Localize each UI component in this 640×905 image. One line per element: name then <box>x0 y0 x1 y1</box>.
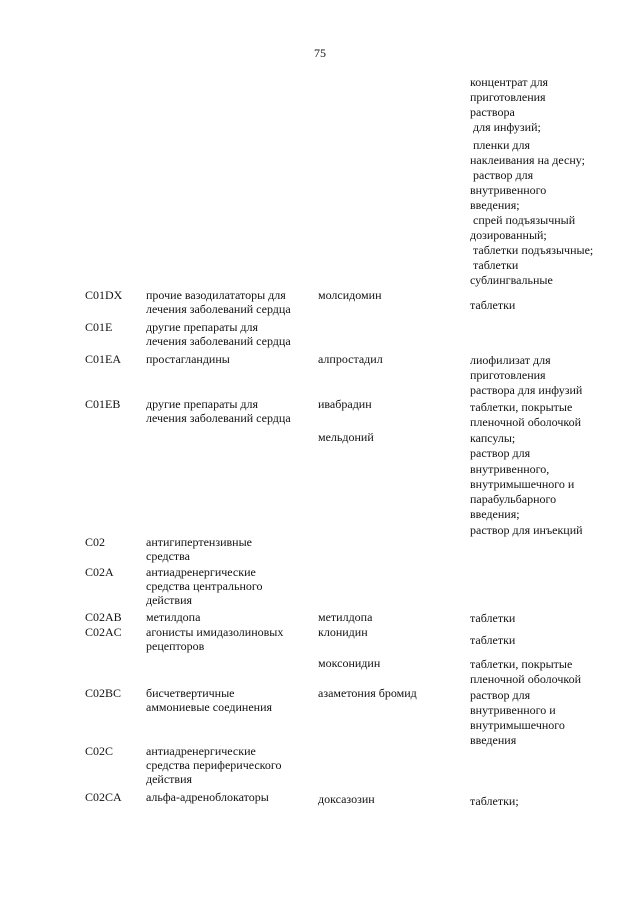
atc-code: C01DX <box>85 288 123 302</box>
dosage-form: таблетки; <box>470 794 519 808</box>
dosage-form: таблетки, покрытые пленочной оболочкой <box>470 657 582 686</box>
drug-name: азаметония бромид <box>318 686 417 700</box>
continuation-form-line: раствор для <box>470 168 534 182</box>
continuation-form-line: дозированный; <box>470 228 547 242</box>
atc-code: C02A <box>85 565 114 579</box>
pharmacological-group: прочие вазодилататоры для лечения заболеваний сердца <box>146 288 291 316</box>
atc-code: C02C <box>85 744 114 758</box>
drug-name: ивабрадин <box>318 397 372 411</box>
drug-name: алпростадил <box>318 352 383 366</box>
pharmacological-group: альфа-адреноблокаторы <box>146 790 269 804</box>
continuation-form-line: спрей подъязычный <box>470 213 576 227</box>
continuation-form-line: введения; <box>470 198 520 212</box>
continuation-form-line: таблетки подъязычные; <box>470 243 594 257</box>
pharmacological-group: агонисты имидазолиновых рецепторов <box>146 625 284 653</box>
pharmacological-group: антигипертензивные средства <box>146 535 252 563</box>
continuation-form-line: внутривенного <box>470 183 547 197</box>
pharmacological-group: другие препараты для лечения заболеваний сердца <box>146 320 291 348</box>
atc-code: C01EA <box>85 352 121 366</box>
dosage-form: таблетки <box>470 611 516 625</box>
dosage-form: таблетки, покрытые пленочной оболочкой <box>470 400 582 429</box>
continuation-form-line: сублингвальные <box>470 273 553 287</box>
dosage-form: раствор для внутривенного и внутримышечного введения <box>470 688 565 747</box>
atc-code: C01EB <box>85 397 121 411</box>
continuation-form-line: наклеивания на десну; <box>470 153 585 167</box>
page-number: 75 <box>314 46 326 60</box>
drug-name: клонидин <box>318 625 368 639</box>
continuation-form-line: таблетки <box>470 258 519 272</box>
dosage-form: лиофилизат для приготовления раствора для инфузий <box>470 353 583 397</box>
atc-code: C01E <box>85 320 113 334</box>
atc-code: C02AC <box>85 625 122 639</box>
pharmacological-group: метилдопа <box>146 610 201 624</box>
drug-name: мельдоний <box>318 430 374 444</box>
drug-name: доксазозин <box>318 792 375 806</box>
dosage-form: капсулы; раствор для внутривенного, внутримышечного и парабульбарного введения; раствор для инъекций <box>470 431 583 537</box>
pharmacological-group: другие препараты для лечения заболеваний сердца <box>146 397 291 425</box>
continuation-form-line: для инфузий; <box>470 120 541 134</box>
continuation-form-line: приготовления <box>470 90 546 104</box>
pharmacological-group: бисчетвертичные аммониевые соединения <box>146 686 273 714</box>
dosage-form: таблетки <box>470 633 516 647</box>
pharmacological-group: антиадренергические средства периферического действия <box>146 744 282 786</box>
dosage-form: таблетки <box>470 298 516 312</box>
atc-code: C02 <box>85 535 106 549</box>
continuation-form-line: раствора <box>470 105 515 119</box>
drug-name: метилдопа <box>318 610 373 624</box>
atc-code: C02AB <box>85 610 122 624</box>
atc-code: C02CA <box>85 790 122 804</box>
drug-name: молсидомин <box>318 288 382 302</box>
drug-name: моксонидин <box>318 656 381 670</box>
pharmacological-group: антиадренергические средства центрального действия <box>146 565 263 607</box>
continuation-form-line: пленки для <box>470 138 531 152</box>
pharmacological-group: простагландины <box>146 352 230 366</box>
atc-code: C02BC <box>85 686 122 700</box>
continuation-form-line: концентрат для <box>470 75 549 89</box>
